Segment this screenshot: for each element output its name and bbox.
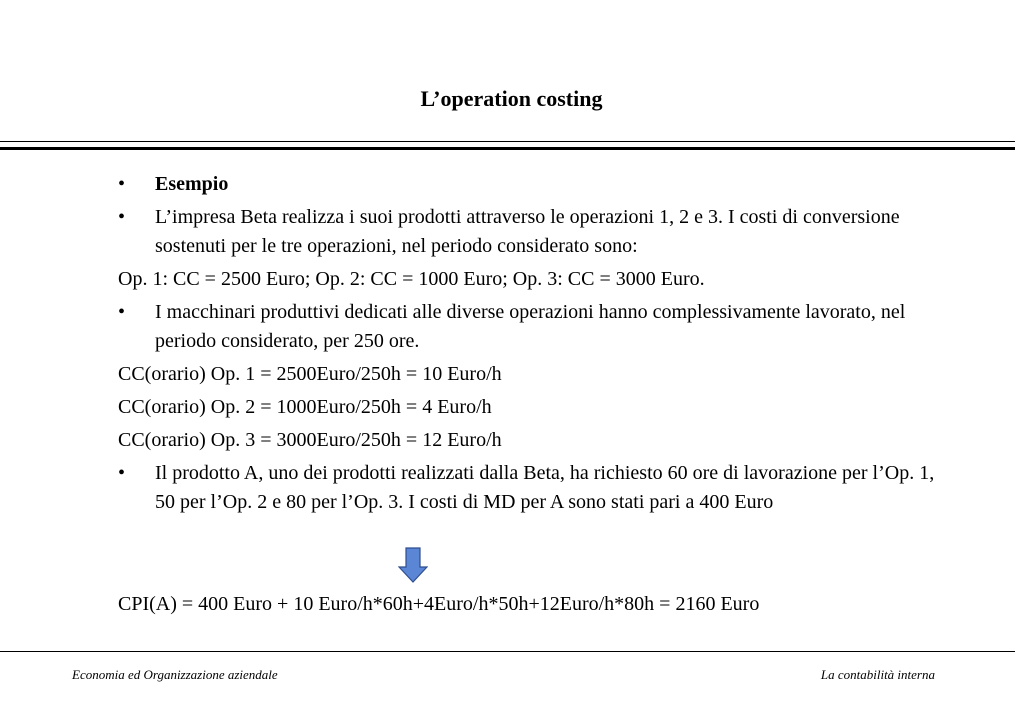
bullet-text: Il prodotto A, uno dei prodotti realizzati dalla Beta, ha richiesto 60 ore di lavorazione per l’Op. 1, 50 per l’Op. 2 e 80 per l’Op. 3. I costi di MD per A sono stati pari a 400 Euro <box>155 462 935 513</box>
bullet-marker: • <box>118 301 126 323</box>
bullet-text: I macchinari produttivi dedicati alle diverse operazioni hanno complessivamente lavorato, nel periodo considerato, per 250 ore. <box>155 301 906 352</box>
bullet-marker: • <box>118 462 126 484</box>
title-divider-thick <box>0 147 1015 150</box>
footer-course-name: Economia ed Organizzazione aziendale <box>72 667 278 682</box>
slide-content <box>118 170 948 521</box>
bullet-esempio <box>118 170 948 199</box>
bullet-text: L’impresa Beta realizza i suoi prodotti attraverso le operazioni 1, 2 e 3. I costi di conversione sostenuti per le tre operazioni, nel periodo considerato sono: <box>155 206 900 257</box>
bullet-impresa-beta <box>118 203 948 261</box>
down-arrow-icon <box>398 547 428 583</box>
bullet-prodotto-a <box>118 459 948 517</box>
bullet-marker: • <box>118 206 126 228</box>
footer-section-name: La contabilità interna <box>820 667 935 682</box>
bullet-text: Esempio <box>155 173 229 195</box>
bullet-macchinari <box>118 298 948 356</box>
conversion-costs-line: Op. 1: CC = 2500 Euro; Op. 2: CC = 1000 Euro; Op. 3: CC = 3000 Euro. <box>118 268 705 290</box>
title-divider-thin <box>0 141 1015 142</box>
hourly-cost-op2: CC(orario) Op. 2 = 1000Euro/250h = 4 Euro/h <box>118 396 492 418</box>
bullet-marker: • <box>118 173 126 195</box>
slide-title: L’operation costing <box>420 86 603 111</box>
hourly-cost-op3: CC(orario) Op. 3 = 3000Euro/250h = 12 Euro/h <box>118 429 502 451</box>
hourly-cost-op1: CC(orario) Op. 1 = 2500Euro/250h = 10 Euro/h <box>118 363 502 385</box>
cpi-result-line: CPI(A) = 400 Euro + 10 Euro/h*60h+4Euro/h*50h+12Euro/h*80h = 2160 Euro <box>118 593 760 615</box>
footer-divider <box>0 651 1015 652</box>
